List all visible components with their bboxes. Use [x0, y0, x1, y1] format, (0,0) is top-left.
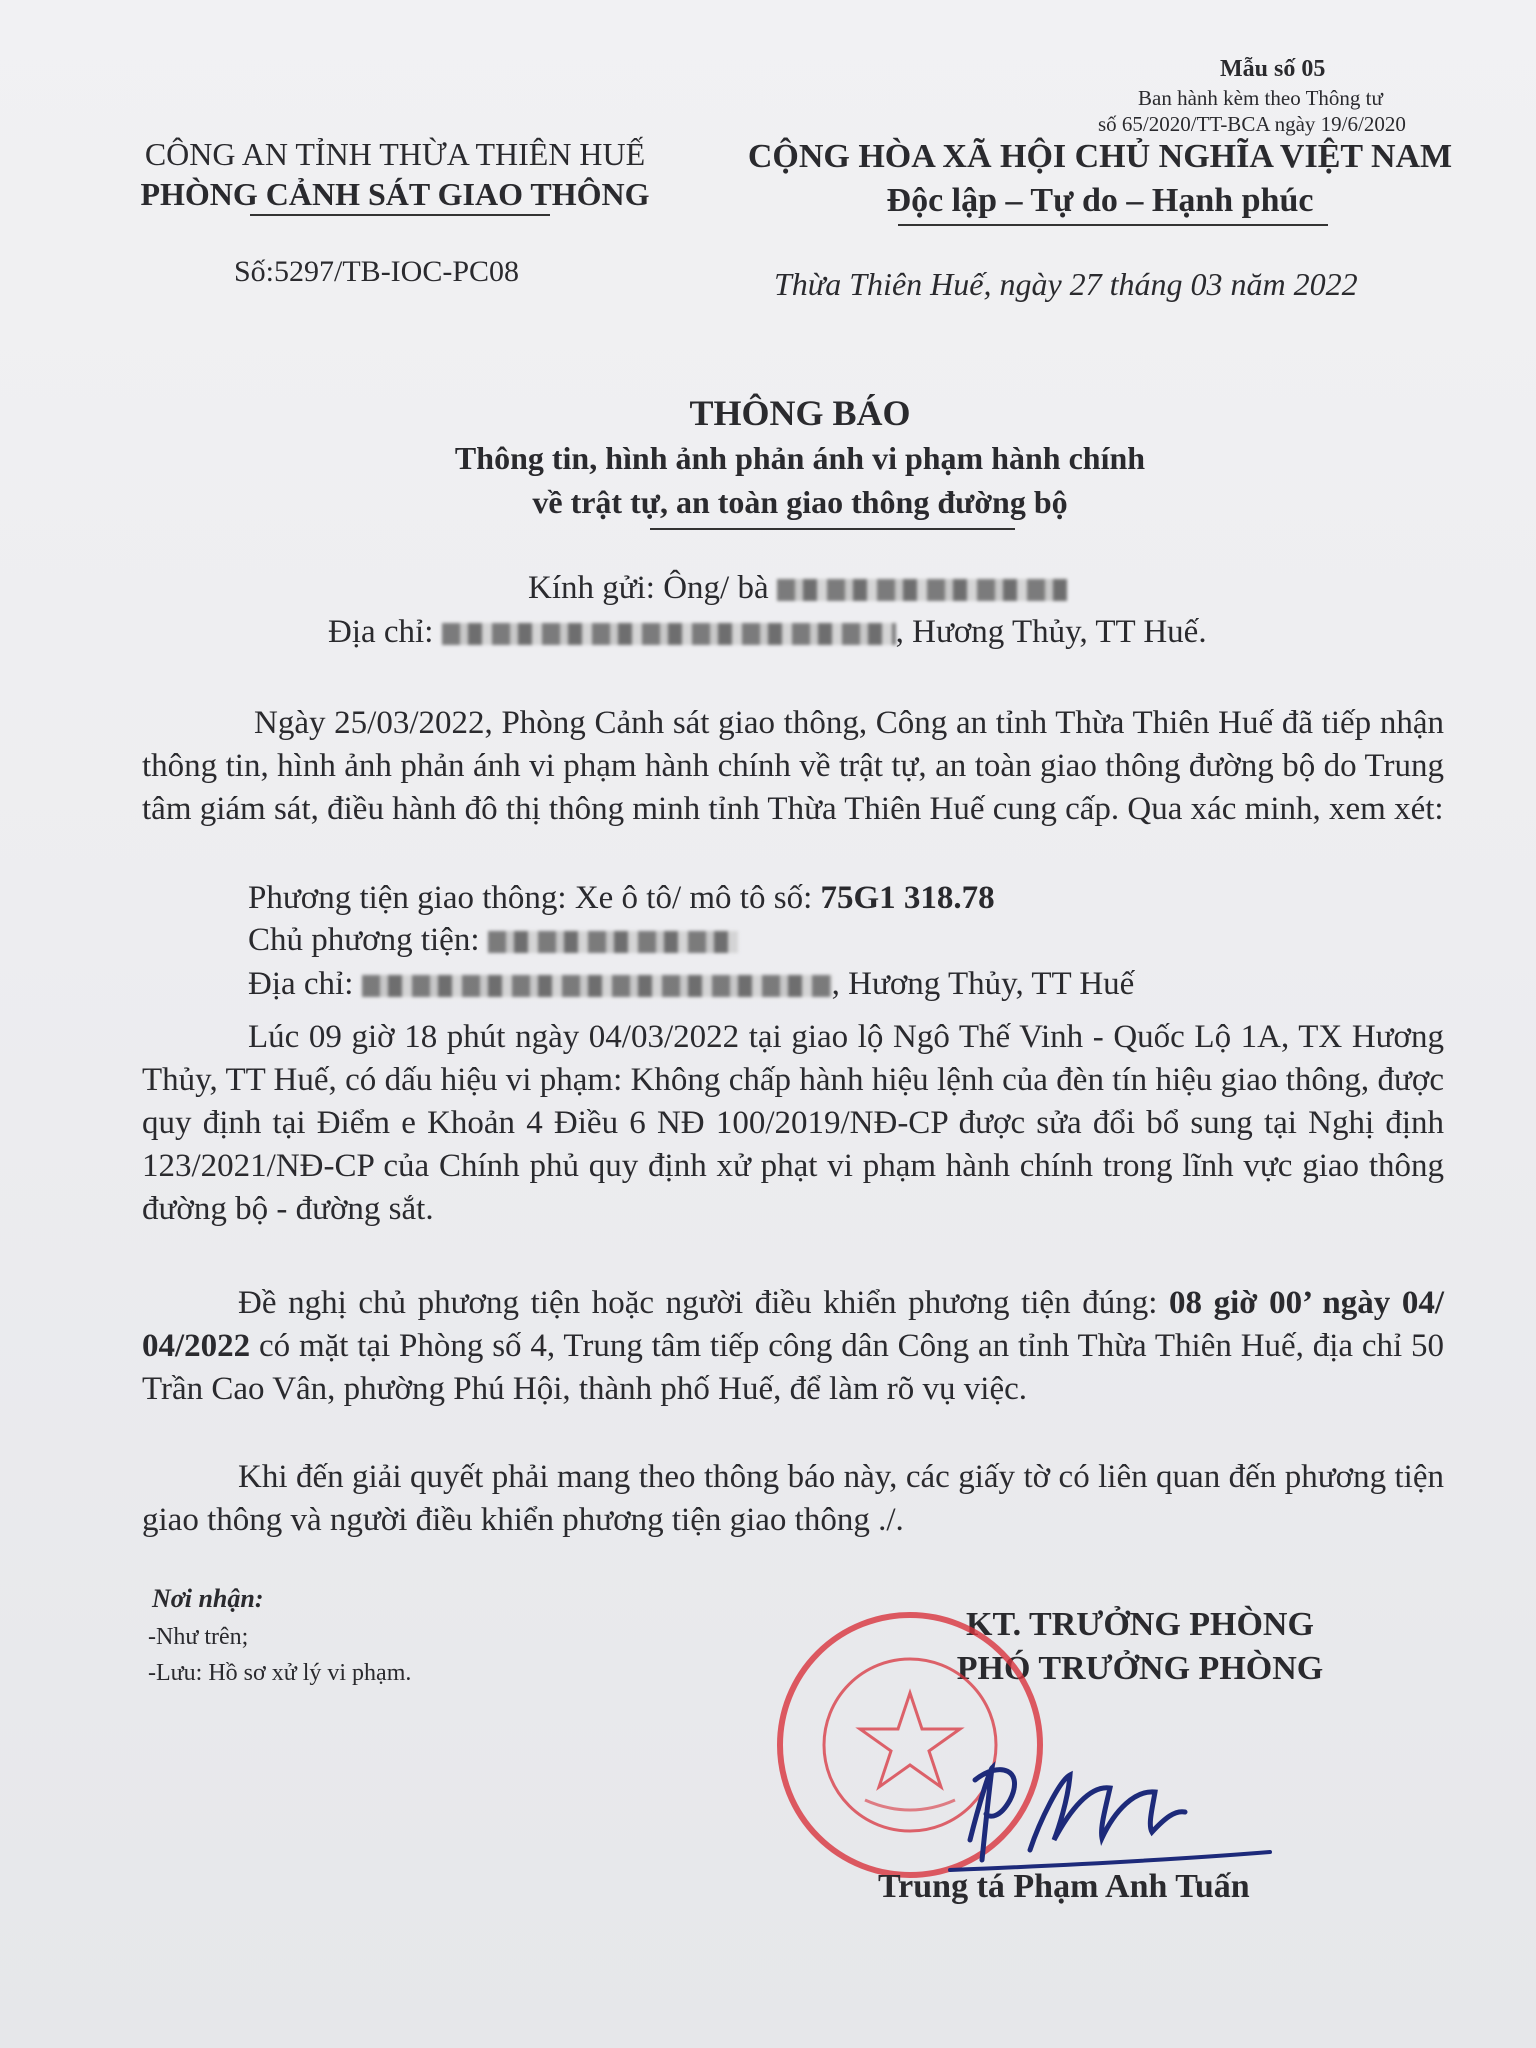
- paragraph-3: [142, 1282, 1444, 1411]
- paragraph-2: Lúc 09 giờ 18 phút ngày 04/03/2022 tại giao lộ Ngô Thế Vinh - Quốc Lộ 1A, TX Hương Thủy, TT Huế, có dấu hiệu vi phạm: Không chấp hành hiệu lệnh của đèn tín hiệu giao thông, được quy định tại Điểm e Khoản 4 Điều 6 NĐ 100/2019/NĐ-CP được sửa đổi bổ sung tại Nghị định 123/2021/NĐ-CP của Chính phủ quy định xử phạt vi phạm hành chính trong lĩnh vực giao thông đường bộ - đường sắt.: [142, 1019, 1444, 1227]
- owner-label: Chủ phương tiện:: [248, 922, 480, 958]
- address-suffix: , Hương Thủy, TT Huế.: [895, 614, 1207, 650]
- department-name: PHÒNG CẢNH SÁT GIAO THÔNG: [140, 176, 650, 212]
- document-subtitle-2: về trật tự, an toàn giao thông đường bộ: [532, 484, 1068, 520]
- owner-address-suffix: , Hương Thủy, TT Huế: [831, 966, 1135, 1002]
- owner-address-label: Địa chỉ:: [248, 966, 354, 1002]
- recipient-item-2: -Lưu: Hồ sơ xử lý vi phạm.: [148, 1660, 412, 1686]
- document-subtitle-1: Thông tin, hình ảnh phản ánh vi phạm hành chính: [454, 440, 1146, 476]
- paragraph-1: Ngày 25/03/2022, Phòng Cảnh sát giao thông, Công an tỉnh Thừa Thiên Huế đã tiếp nhận thông tin, hình ảnh phản ánh vi phạm hành chính về trật tự, an toàn giao thông đường bộ do Trung tâm giám sát, điều hành đô thị thông minh tỉnh Thừa Thiên Huế cung cấp. Qua xác minh, xem xét:: [142, 705, 1444, 827]
- recipient-address: [328, 614, 1207, 651]
- form-circular: số 65/2020/TT-BCA ngày 19/6/2020: [1098, 112, 1406, 136]
- date-line: Thừa Thiên Huế, ngày 27 tháng 03 năm 2022: [774, 266, 1358, 302]
- paragraph-4: Khi đến giải quyết phải mang theo thông báo này, các giấy tờ có liên quan đến phương tiện giao thông và người điều khiển phương tiện giao thông ./.: [142, 1459, 1444, 1538]
- document-title: THÔNG BÁO: [689, 393, 911, 433]
- recipient-item-1: -Như trên;: [148, 1624, 249, 1650]
- greeting-label: Kính gửi: Ông/ bà: [528, 570, 769, 606]
- vehicle-label: Phương tiện giao thông: Xe ô tô/ mô tô số:: [248, 880, 813, 916]
- country-name: CỘNG HÒA XÃ HỘI CHỦ NGHĨA VIỆT NAM: [747, 138, 1453, 175]
- form-issued-with: Ban hành kèm theo Thông tư: [1138, 86, 1383, 110]
- owner-address-line: [248, 966, 1134, 1003]
- signer-name: Trung tá Phạm Anh Tuấn: [878, 1868, 1250, 1905]
- redacted-owner: [488, 931, 738, 953]
- national-motto: Độc lập – Tự do – Hạnh phúc: [886, 182, 1314, 219]
- redacted-owner-address: [362, 975, 832, 997]
- paragraph-3-text-b: có mặt tại Phòng số 4, Trung tâm tiếp công dân Công an tỉnh Thừa Thiên Huế, địa chỉ 50 Trần Cao Vân, phường Phú Hội, thành phố Huế, để làm rõ vụ việc.: [142, 1328, 1444, 1407]
- vehicle-line: [248, 880, 995, 917]
- redacted-address: [442, 623, 896, 645]
- recipient-greeting: [528, 570, 1067, 607]
- signature-title-2: PHÓ TRƯỞNG PHÒNG: [956, 1650, 1324, 1687]
- recipients-heading: Nơi nhận:: [152, 1584, 264, 1613]
- form-number: Mẫu số 05: [1220, 56, 1326, 82]
- redacted-name: [777, 579, 1067, 601]
- owner-line: [248, 922, 738, 959]
- signature-title-1: KT. TRƯỞNG PHÒNG: [966, 1606, 1314, 1643]
- document-number: Số:5297/TB-IOC-PC08: [234, 255, 520, 288]
- address-label: Địa chỉ:: [328, 614, 434, 650]
- license-plate: 75G1 318.78: [820, 880, 995, 916]
- department-underline: [250, 214, 550, 216]
- motto-underline: [898, 224, 1328, 226]
- paragraph-3-text-a: Đề nghị chủ phương tiện hoặc người điều khiển phương tiện đúng:: [238, 1285, 1169, 1321]
- agency-name: CÔNG AN TỈNH THỪA THIÊN HUẾ: [144, 136, 646, 172]
- appointment-time: 08 giờ 00’ ngày 04/ 04/2022: [142, 1285, 1444, 1364]
- title-underline: [650, 528, 1015, 530]
